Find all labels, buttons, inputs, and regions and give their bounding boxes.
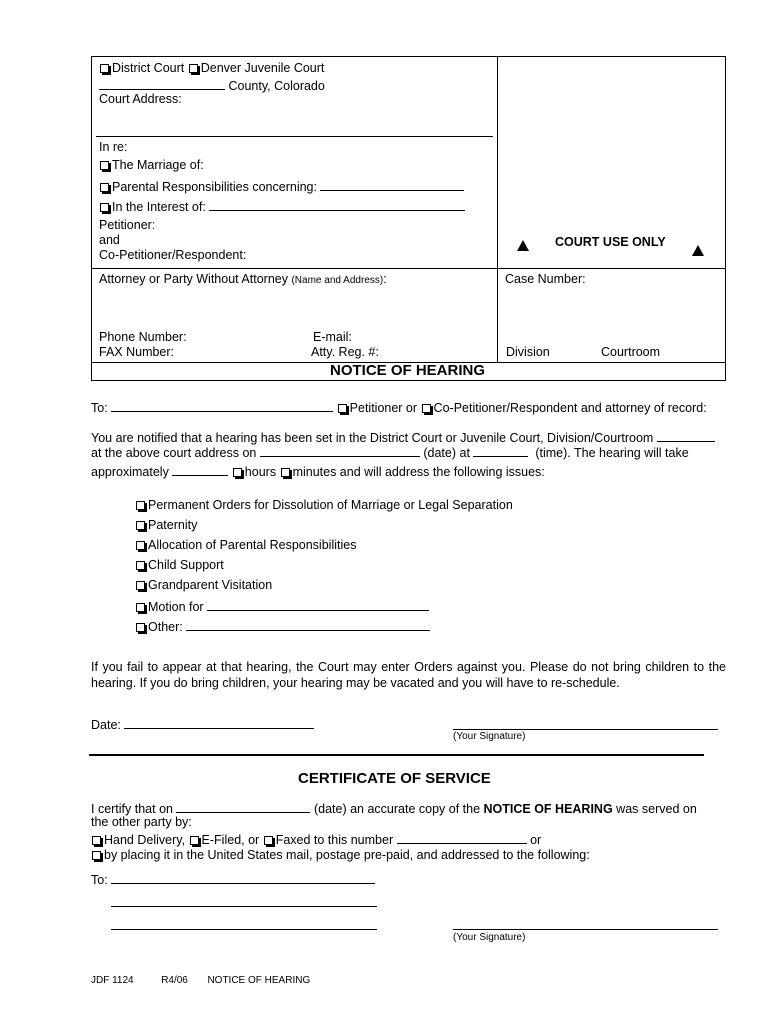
issue-label: Motion for [148,600,204,614]
petitioner-option: Petitioner or [349,401,418,415]
issue-item [135,518,197,532]
petitioner-label: Petitioner: [99,218,156,232]
district-court-checkbox[interactable] [100,64,109,73]
district-court-label: District Court [112,61,185,75]
parental-resp-field[interactable] [320,178,464,191]
email-label: E-mail: [313,330,352,344]
issue-label: Permanent Orders for Dissolution of Marriage or Legal Separation [148,498,513,512]
issue-item [135,538,356,552]
cert-signature-caption: (Your Signature) [453,932,526,943]
co-petitioner-option: Co-Petitioner/Respondent and attorney of record: [433,401,707,415]
court-selection [99,61,324,75]
faxed-checkbox[interactable] [264,836,273,845]
mail-row [91,848,590,862]
notice-line-2c: (time). The hearing will take [535,446,689,460]
issue-checkbox[interactable] [136,603,145,612]
certify-line-1 [91,800,697,816]
attorney-sub-label: (Name and Address) [291,275,384,286]
caption-divider [497,56,498,362]
case-number-label: Case Number: [505,272,586,286]
caption-row-divider [91,268,726,269]
issue-item [135,618,430,634]
duration-field[interactable] [172,463,228,476]
marriage-of-label: The Marriage of: [112,158,204,172]
interest-of-row [99,198,465,214]
notice-line-3b: minutes and will address the following issues: [292,465,545,479]
issue-item [135,578,272,592]
motion-for-field[interactable] [207,598,429,611]
to-field[interactable] [111,399,333,412]
issue-label: Allocation of Parental Responsibilities [148,538,357,552]
certify-text-b: (date) an accurate copy of the [313,802,481,816]
notice-line-1 [91,429,715,445]
hours-checkbox[interactable] [233,468,242,477]
issue-item [135,498,513,512]
parental-resp-label: Parental Responsibilities concerning: [112,180,317,194]
interest-of-field[interactable] [209,198,465,211]
issue-checkbox[interactable] [136,541,145,550]
date-field[interactable] [124,716,314,729]
co-petitioner-checkbox[interactable] [422,404,431,413]
phone-label: Phone Number: [99,330,187,344]
form-title: NOTICE OF HEARING [330,362,486,379]
efiled-checkbox[interactable] [190,836,199,845]
service-method-row [91,831,541,847]
certify-text-a: I certify that on [91,802,173,816]
issue-checkbox[interactable] [136,581,145,590]
attorney-colon: : [383,272,387,286]
division-courtroom-field[interactable] [657,429,715,442]
county-label: County, Colorado [228,79,325,93]
warning-text: If you fail to appear at that hearing, the Court may enter Orders against you. Please do not bring children to the hearing. If you do bring children, your hearing may be vacated and you will have to re-schedule. [91,660,726,690]
in-re-label: In re: [99,140,128,154]
service-date-field[interactable] [176,800,310,813]
county-line [99,77,325,93]
address-line-3[interactable] [111,929,377,930]
certificate-title: CERTIFICATE OF SERVICE [298,770,491,787]
cert-signature-line[interactable] [453,929,718,930]
address-line-2[interactable] [111,906,377,907]
footer-form-name: NOTICE OF HEARING [207,975,311,986]
court-address-line [96,136,493,137]
signature-caption: (Your Signature) [453,731,526,742]
court-use-only: COURT USE ONLY [555,235,666,249]
courtroom-label: Courtroom [601,345,661,359]
attorney-row [99,272,387,286]
mail-checkbox[interactable] [92,851,101,860]
hours-label: hours [244,465,277,479]
notice-line-2b: (date) at [423,446,470,460]
issue-label: Paternity [148,518,198,532]
issue-checkbox[interactable] [136,501,145,510]
or-label: or [530,833,542,847]
issue-item [135,598,429,614]
division-label: Division [506,345,550,359]
atty-reg-label: Atty. Reg. #: [311,345,379,359]
issue-checkbox[interactable] [136,521,145,530]
notice-line-3 [91,463,545,479]
issue-label: Child Support [148,558,224,572]
court-address-label: Court Address: [99,92,182,106]
issue-checkbox[interactable] [136,561,145,570]
co-petitioner-label: Co-Petitioner/Respondent: [99,248,247,262]
and-label: and [99,233,120,247]
date-label: Date: [91,718,121,732]
minutes-checkbox[interactable] [281,468,290,477]
hearing-date-field[interactable] [260,444,420,457]
certify-line-2: the other party by: [91,815,192,829]
petitioner-checkbox[interactable] [338,404,347,413]
interest-of-label: In the Interest of: [112,200,206,214]
footer-revision: R4/06 [161,975,188,986]
signature-line[interactable] [453,729,718,730]
date-row [91,716,314,732]
hearing-time-field[interactable] [473,444,528,457]
certify-text-bold: NOTICE OF HEARING [483,802,613,816]
interest-of-checkbox[interactable] [100,203,109,212]
footer-form-id: JDF 1124 [91,975,134,986]
notice-line-1-text: You are notified that a hearing has been set in the District Court or Juvenile Court, Division/Courtroom [91,431,654,445]
hand-delivery-label: Hand Delivery, [104,833,186,847]
notice-line-3a: approximately [91,465,169,479]
to-label: To: [91,401,108,415]
notice-line-2 [91,444,689,460]
faxed-label: Faxed to this number [275,833,394,847]
issue-item [135,558,224,572]
hand-delivery-checkbox[interactable] [92,836,101,845]
cert-to-label: To: [91,873,108,887]
mail-label: by placing it in the United States mail, postage pre-paid, and addressed to the following: [104,848,590,862]
issue-label: Grandparent Visitation [148,578,273,592]
footer [91,975,310,986]
parental-resp-checkbox[interactable] [100,183,109,192]
arrow-up-icon [517,240,529,251]
attorney-label: Attorney or Party Without Attorney [99,272,288,286]
section-divider [89,754,704,756]
issue-checkbox[interactable] [136,623,145,632]
to-row [91,399,707,415]
cert-to-field[interactable] [111,871,375,884]
cert-to-row [91,871,375,887]
other-field[interactable] [186,618,430,631]
marriage-of-checkbox[interactable] [100,161,109,170]
marriage-of-row [99,158,204,172]
arrow-up-icon [692,245,704,256]
efiled-label: E-Filed, or [201,833,260,847]
issue-label: Other: [148,620,183,634]
notice-line-2a: at the above court address on [91,446,257,460]
fax-label: FAX Number: [99,345,175,359]
denver-juvenile-court-label: Denver Juvenile Court [200,61,325,75]
denver-juvenile-court-checkbox[interactable] [189,64,198,73]
fax-number-field[interactable] [397,831,527,844]
parental-resp-row [99,178,464,194]
county-field[interactable] [99,77,225,90]
certify-text-c: was served on [616,802,697,816]
